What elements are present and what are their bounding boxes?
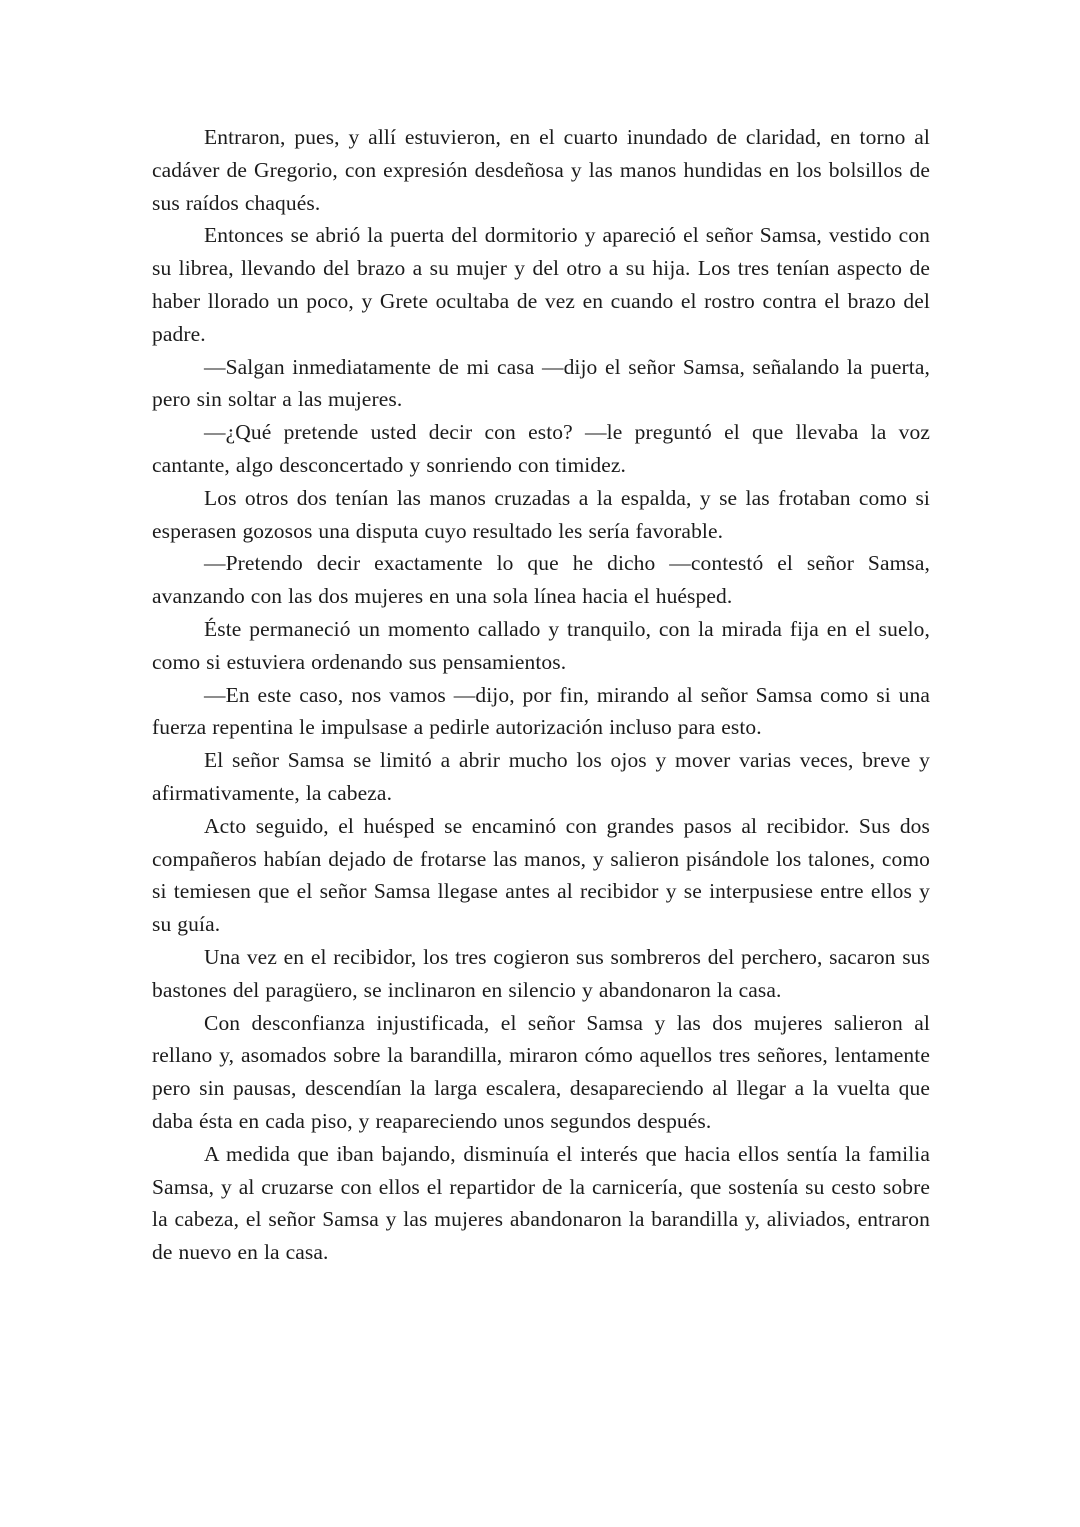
- paragraph-5: Los otros dos tenían las manos cruzadas a la espalda, y se las frotaban como si esperasen gozosos una disputa cuyo resultado les sería favorable.: [152, 485, 930, 543]
- paragraph-12: Con desconfianza injustificada, el señor Samsa y las dos mujeres salieron al rellano y, asomados sobre la barandilla, miraron cómo aquellos tres señores, lentamente pero sin pausas, descendían la larga escalera, desapareciendo al llegar a la vuelta que daba ésta en cada piso, y reapareciendo unos segundos después.: [152, 1010, 930, 1133]
- paragraph-8: —En este caso, nos vamos —dijo, por fin, mirando al señor Samsa como si una fuerza repentina le impulsase a pedirle autorización incluso para esto.: [152, 682, 930, 740]
- paragraph-9: El señor Samsa se limitó a abrir mucho los ojos y mover varias veces, breve y afirmativamente, la cabeza.: [152, 748, 930, 805]
- paragraph-6: —Pretendo decir exactamente lo que he dicho —contestó el señor Samsa, avanzando con las dos mujeres en una sola línea hacia el huésped.: [152, 551, 930, 609]
- paragraph-2: Entonces se abrió la puerta del dormitorio y apareció el señor Samsa, vestido con su librea, llevando del brazo a su mujer y del otro a su hija. Los tres tenían aspecto de haber llorado un poco, y Grete ocultaba de vez en cuando el rostro contra el brazo del padre.: [152, 223, 930, 346]
- paragraph-11: Una vez en el recibidor, los tres cogieron sus sombreros del perchero, sacaron sus bastones del paragüero, se inclinaron en silencio y abandonaron la casa.: [152, 944, 930, 1002]
- paragraph-4: —¿Qué pretende usted decir con esto? —le preguntó el que llevaba la voz cantante, algo desconcertado y sonriendo con timidez.: [152, 420, 930, 477]
- paragraph-13: A medida que iban bajando, disminuía el interés que hacia ellos sentía la familia Samsa, y al cruzarse con ellos el repartidor de la carnicería, que sostenía su cesto sobre la cabeza, el señor Samsa y las mujeres abandonaron la barandilla y, aliviados, entraron de nuevo en la casa.: [152, 1141, 930, 1265]
- paragraph-10: Acto seguido, el huésped se encaminó con grandes pasos al recibidor. Sus dos compañeros habían dejado de frotarse las manos, y salieron pisándole los talones, como si temiesen que el señor Samsa llegase antes al recibidor y se interpusiese entre ellos y su guía.: [152, 813, 930, 937]
- paragraph-1: Entraron, pues, y allí estuvieron, en el cuarto inundado de claridad, en torno al cadáver de Gregorio, con expresión desdeñosa y las manos hundidas en los bolsillos de sus raídos chaqués.: [152, 125, 930, 215]
- paragraph-7: Éste permaneció un momento callado y tranquilo, con la mirada fija en el suelo, como si estuviera ordenando sus pensamientos.: [152, 616, 930, 674]
- paragraph-3: —Salgan inmediatamente de mi casa —dijo el señor Samsa, señalando la puerta, pero sin soltar a las mujeres.: [152, 354, 930, 412]
- text-block: [152, 121, 930, 1269]
